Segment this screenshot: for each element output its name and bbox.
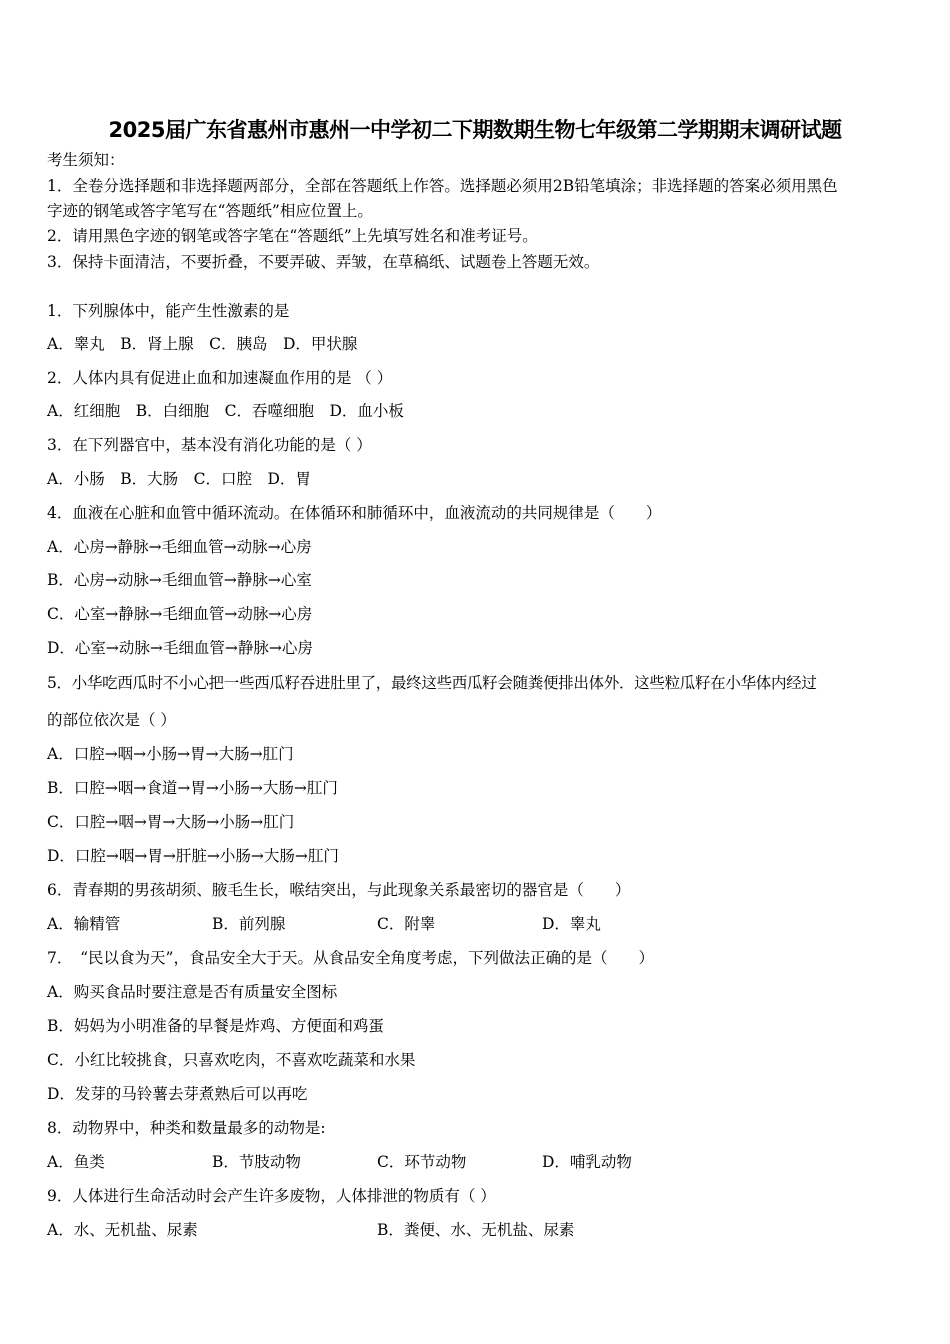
- option: D．口腔→咽→胃→肝脏→小肠→大肠→肛门: [47, 847, 339, 865]
- option: A．水、无机盐、尿素: [47, 1221, 198, 1239]
- option: B．前列腺: [212, 915, 286, 933]
- question-stem: 8．动物界中，种类和数量最多的动物是:: [47, 1119, 326, 1137]
- option: C．小红比较挑食，只喜欢吃肉，不喜欢吃蔬菜和水果: [47, 1051, 416, 1069]
- notice-heading: 考生须知：: [47, 151, 125, 169]
- question-options: A．睾丸 B．肾上腺 C．胰岛 D．甲状腺: [47, 335, 358, 353]
- option: B．心房→动脉→毛细血管→静脉→心室: [47, 571, 312, 589]
- question-options: A．红细胞 B．白细胞 C．吞噬细胞 D．血小板: [47, 402, 404, 420]
- option: B．口腔→咽→食道→胃→小肠→大肠→肛门: [47, 779, 338, 797]
- question-stem: 4．血液在心脏和血管中循环流动。在体循环和肺循环中，血液流动的共同规律是（ ）: [47, 504, 662, 522]
- question-stem: 7． “民以食为天”，食品安全大于天。从食品安全角度考虑，下列做法正确的是（ ）: [47, 949, 654, 967]
- option: B．节肢动物: [212, 1153, 301, 1171]
- option: C．口腔→咽→胃→大肠→小肠→肛门: [47, 813, 295, 831]
- option: A．输精管: [47, 915, 121, 933]
- question-stem: 6．青春期的男孩胡须、腋毛生长，喉结突出，与此现象关系最密切的器官是（ ）: [47, 881, 631, 899]
- notice-line: 字迹的钢笔或答字笔写在“答题纸”相应位置上。: [47, 202, 373, 220]
- question-stem: 9．人体进行生命活动时会产生许多废物，人体排泄的物质有（ ）: [47, 1187, 496, 1205]
- notice-line: 2．请用黑色字迹的钢笔或答字笔在“答题纸”上先填写姓名和准考证号。: [47, 227, 538, 245]
- option: D．发芽的马铃薯去芽煮熟后可以再吃: [47, 1085, 308, 1103]
- page-title: 2025届广东省惠州市惠州一中学初二下期数期生物七年级第二学期期末调研试题: [108, 118, 842, 142]
- option: A．购买食品时要注意是否有质量安全图标: [47, 983, 338, 1001]
- notice-line: 3．保持卡面清洁，不要折叠，不要弄破、弄皱，在草稿纸、试题卷上答题无效。: [47, 253, 600, 271]
- option: B．妈妈为小明准备的早餐是炸鸡、方便面和鸡蛋: [47, 1017, 384, 1035]
- question-stem: 5．小华吃西瓜时不小心把一些西瓜籽吞进肚里了，最终这些西瓜籽会随粪便排出体外．这些粒瓜籽在小华体内经过: [47, 674, 817, 692]
- question-options: A．小肠 B．大肠 C．口腔 D．胃: [47, 470, 311, 488]
- option: C．环节动物: [377, 1153, 467, 1171]
- option: C．心室→静脉→毛细血管→动脉→心房: [47, 605, 313, 623]
- option: D．心室→动脉→毛细血管→静脉→心房: [47, 639, 313, 657]
- question-stem-cont: 的部位依次是（ ）: [47, 711, 176, 729]
- option: A．口腔→咽→小肠→胃→大肠→肛门: [47, 745, 294, 763]
- option: B．粪便、水、无机盐、尿素: [377, 1221, 575, 1239]
- option: C．附睾: [377, 915, 436, 933]
- question-stem: 2．人体内具有促进止血和加速凝血作用的是 （ ）: [47, 369, 393, 387]
- option: A．心房→静脉→毛细血管→动脉→心房: [47, 538, 312, 556]
- question-stem: 1．下列腺体中，能产生性激素的是: [47, 302, 290, 320]
- notice-line: 1．全卷分选择题和非选择题两部分，全部在答题纸上作答。选择题必须用2B铅笔填涂；非选择题的答案必须用黑色: [47, 177, 838, 195]
- option: A．鱼类: [47, 1153, 105, 1171]
- question-stem: 3．在下列器官中，基本没有消化功能的是（ ）: [47, 436, 372, 454]
- option: D．睾丸: [542, 915, 601, 933]
- option: D．哺乳动物: [542, 1153, 632, 1171]
